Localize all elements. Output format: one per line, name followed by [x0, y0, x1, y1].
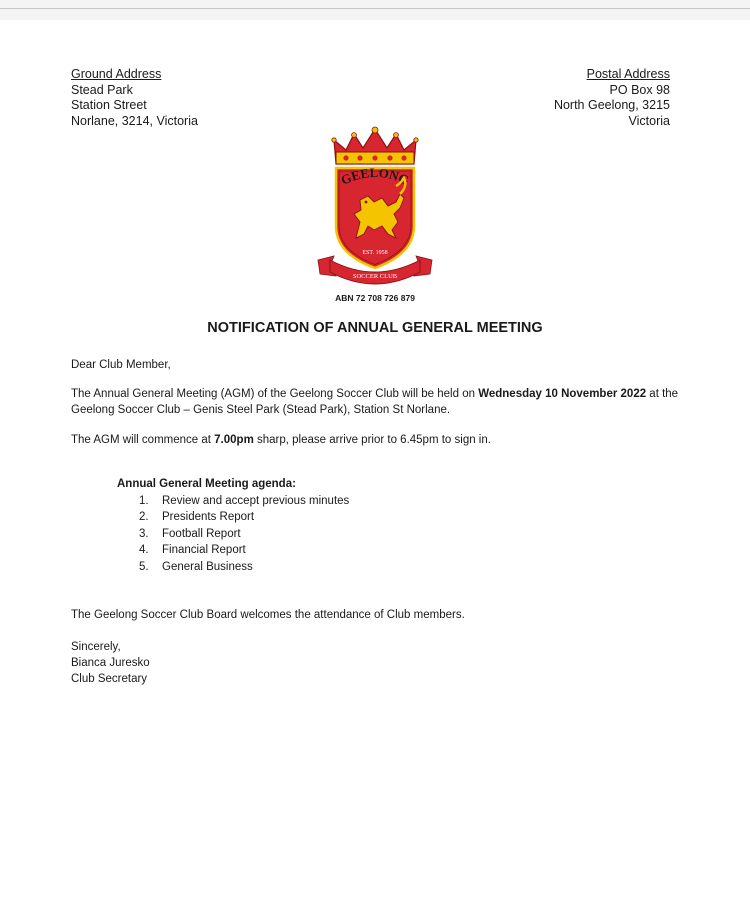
signoff-name: Bianca Juresko: [71, 657, 150, 669]
start-time-text: sharp, please arrive prior to 6.45pm to sign in.: [253, 434, 491, 446]
closing-paragraph: The Geelong Soccer Club Board welcomes the attendance of Club members.: [71, 609, 465, 621]
agenda-item-text: Review and accept previous minutes: [162, 495, 350, 507]
agenda-item-number: 5.: [139, 560, 149, 573]
agenda-item-number: 3.: [139, 527, 149, 540]
postal-address-line: PO Box 98: [609, 82, 670, 97]
ground-address-line: Norlane, 3214, Victoria: [71, 113, 198, 128]
ground-address-line: Station Street: [71, 98, 147, 112]
meeting-date: Wednesday 10 November 2022: [478, 388, 647, 400]
page-title: NOTIFICATION OF ANNUAL GENERAL MEETING: [207, 320, 543, 336]
ground-address-line: Stead Park: [71, 82, 133, 97]
agenda-item: [133, 493, 349, 509]
abn-number: ABN 72 708 726 879: [335, 293, 415, 303]
top-divider: [0, 8, 750, 9]
start-time: 7.00pm: [214, 434, 254, 446]
agenda-item: [133, 542, 349, 558]
agenda-item-number: 1.: [139, 495, 149, 507]
postal-address-line: Victoria: [628, 113, 670, 128]
agenda-list: [133, 493, 349, 575]
meeting-details-text: The Annual General Meeting (AGM) of the Geelong Soccer Club will be held on: [71, 388, 479, 400]
agenda-heading: Annual General Meeting agenda:: [117, 478, 296, 490]
agenda-item: [133, 526, 349, 542]
agenda-item: [133, 559, 349, 575]
signoff-role: Club Secretary: [71, 673, 148, 685]
meeting-details-paragraph: [71, 386, 681, 418]
postal-address-heading: Postal Address: [586, 67, 670, 81]
agenda-item-number: 2.: [139, 511, 149, 524]
agenda-item-text: Financial Report: [162, 544, 246, 557]
crown-icon: [332, 127, 418, 164]
salutation: Dear Club Member,: [71, 359, 171, 371]
crest-established: EST. 1958: [362, 250, 388, 256]
ground-address-heading: Ground Address: [71, 67, 162, 81]
agenda-item-text: Football Report: [162, 527, 241, 540]
crest-ribbon-text: SOCCER CLUB: [352, 273, 398, 280]
start-time-paragraph: [71, 432, 681, 448]
ground-address: [71, 67, 198, 129]
meeting-details-text: at the Geelong Soccer Club – Genis Steel Park (Stead Park), Station St Norlane.: [71, 388, 679, 416]
signoff-sincerely: Sincerely,: [71, 641, 121, 653]
start-time-text: The AGM will commence at: [71, 434, 215, 446]
agenda-item-number: 4.: [139, 544, 149, 557]
agenda-item: [133, 509, 349, 525]
top-bar: [0, 0, 750, 20]
postal-address-line: North Geelong, 3215: [553, 98, 670, 112]
postal-address: [554, 67, 670, 129]
signature-block: [71, 639, 150, 687]
agenda-item-text: Presidents Report: [162, 511, 255, 524]
crest-club-name: GEELONG: [338, 164, 412, 188]
agenda-item-text: General Business: [162, 560, 253, 573]
club-crest-logo: [316, 126, 434, 292]
